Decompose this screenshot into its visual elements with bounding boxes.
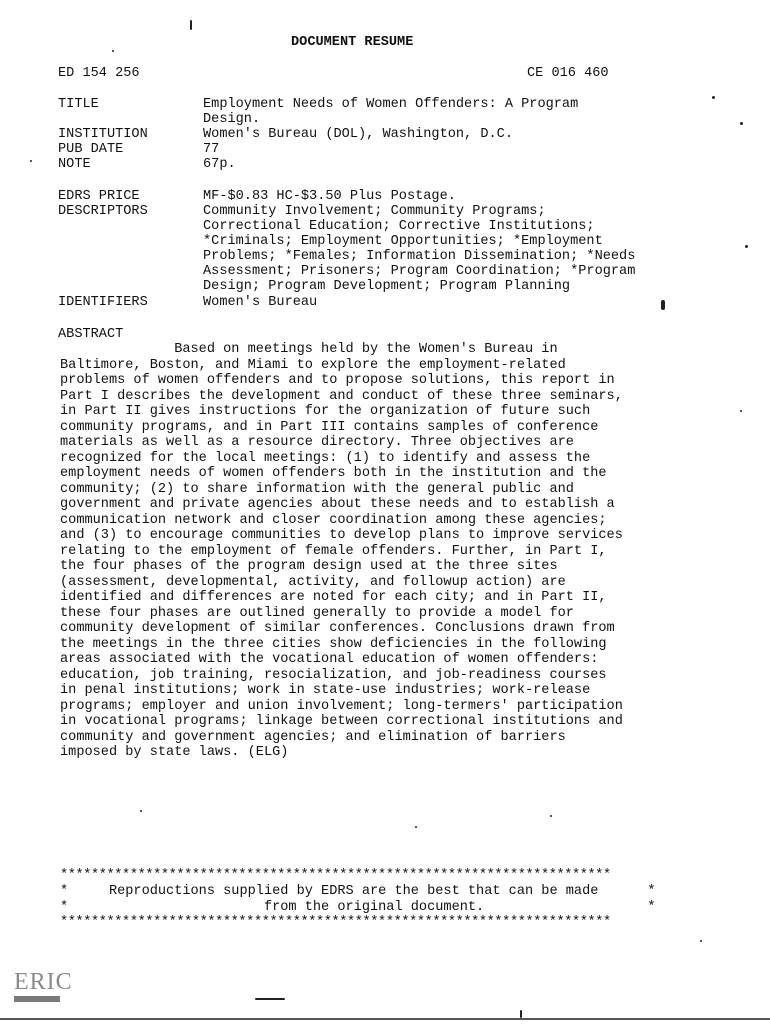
abstract-line: materials as well as a resource directory. Three objectives are (60, 435, 574, 450)
speck (661, 300, 665, 310)
field-value-line: Assessment; Prisoners; Program Coordination; *Program (203, 264, 636, 279)
field-value-line: *Criminals; Employment Opportunities; *Employment (203, 234, 603, 249)
ed-number: ED 154 256 (58, 66, 140, 81)
abstract-line: problems of women offenders and to propose solutions, this report in (60, 373, 615, 388)
field-label: EDRS PRICE (58, 189, 140, 204)
speck (140, 810, 142, 812)
speck (550, 815, 552, 817)
speck (30, 160, 32, 162)
abstract-line: communication network and closer coordination among these agencies; (60, 512, 607, 528)
speck (255, 998, 285, 1000)
star-border-bottom: *********************************************************************** (60, 915, 611, 930)
speck (112, 50, 114, 52)
abstract-line: community development of similar conferences. Conclusions drawn from (60, 621, 615, 636)
abstract-line: these four phases are outlined generally to provide a model for (60, 605, 574, 621)
speck (712, 96, 715, 99)
abstract-line: and (3) to encourage communities to develop plans to improve services (60, 528, 623, 543)
field-value-line: Design. (203, 112, 261, 127)
abstract-line: identified and differences are noted for each city; and in Part II, (60, 590, 607, 605)
abstract-line: in Part II gives instructions for the organization of future such (60, 404, 591, 419)
speck (190, 20, 192, 30)
abstract-line: Part I describes the development and conduct of these three seminars, (60, 388, 623, 404)
eric-logo-text: ERIC (14, 969, 73, 995)
abstract-line: Baltimore, Boston, and Miami to explore the employment-related (60, 357, 566, 373)
speck (740, 410, 742, 412)
speck (520, 1010, 522, 1018)
field-value-line: Women's Bureau (203, 295, 318, 310)
abstract-line: Based on meetings held by the Women's Bureau in (60, 342, 558, 357)
speck (700, 940, 702, 942)
speck (0, 1018, 770, 1020)
abstract-line: education, job training, resocialization, and job-readiness courses (60, 667, 607, 683)
field-label: NOTE (58, 157, 91, 172)
abstract-line: programs; employer and union involvement; long-termers' participation (60, 698, 623, 714)
abstract-line: (assessment, developmental, activity, and followup action) are (60, 574, 566, 590)
field-label: IDENTIFIERS (58, 295, 148, 310)
document-title: DOCUMENT RESUME (291, 35, 414, 50)
field-value-line: Problems; *Females; Information Dissemination; *Needs (203, 249, 636, 264)
abstract-line: relating to the employment of female offenders. Further, in Part I, (60, 543, 607, 559)
speck (415, 826, 417, 828)
abstract-line: the four phases of the program design used at the three sites (60, 559, 558, 574)
ce-number: CE 016 460 (527, 66, 609, 81)
field-value-line: Design; Program Development; Program Planning (203, 279, 571, 294)
eric-logo (12, 966, 73, 1006)
eric-logo-banner (14, 996, 60, 1002)
abstract-line: imposed by state laws. (ELG) (60, 745, 289, 760)
abstract-line: government and private agencies about these needs and to establish a (60, 497, 615, 512)
field-value-line: Employment Needs of Women Offenders: A Program (203, 97, 579, 112)
field-value-line: MF-$0.83 HC-$3.50 Plus Postage. (203, 189, 456, 204)
field-value-line: Correctional Education; Corrective Institutions; (203, 219, 595, 234)
notice-line: * from the original document. * (60, 900, 656, 915)
field-value-line: Women's Bureau (DOL), Washington, D.C. (203, 127, 513, 142)
speck (745, 245, 748, 248)
abstract-heading: ABSTRACT (58, 327, 124, 342)
speck (740, 122, 743, 125)
abstract-line: community and government agencies; and elimination of barriers (60, 729, 566, 745)
field-label: DESCRIPTORS (58, 204, 148, 219)
field-value-line: Community Involvement; Community Programs; (203, 204, 546, 219)
abstract-line: community programs, and in Part III contains samples of conference (60, 419, 599, 435)
abstract-line: in vocational programs; linkage between correctional institutions and (60, 714, 623, 729)
abstract-line: employment needs of women offenders both in the institution and the (60, 466, 607, 481)
abstract-line: areas associated with the vocational education of women offenders: (60, 652, 599, 667)
abstract-line: community; (2) to share information with the general public and (60, 481, 574, 497)
notice-line: * Reproductions supplied by EDRS are the best that can be made * (60, 884, 656, 899)
field-value-line: 67p. (203, 157, 236, 172)
abstract-line: recognized for the local meetings: (1) to identify and assess the (60, 450, 591, 466)
field-label: INSTITUTION (58, 127, 148, 142)
abstract-line: the meetings in the three cities show deficiencies in the following (60, 636, 607, 652)
field-label: TITLE (58, 97, 99, 112)
abstract-line: in penal institutions; work in state-use industries; work-release (60, 683, 591, 698)
field-value-line: 77 (203, 142, 220, 157)
star-border-top: *********************************************************************** (60, 868, 611, 883)
field-label: PUB DATE (58, 142, 124, 157)
